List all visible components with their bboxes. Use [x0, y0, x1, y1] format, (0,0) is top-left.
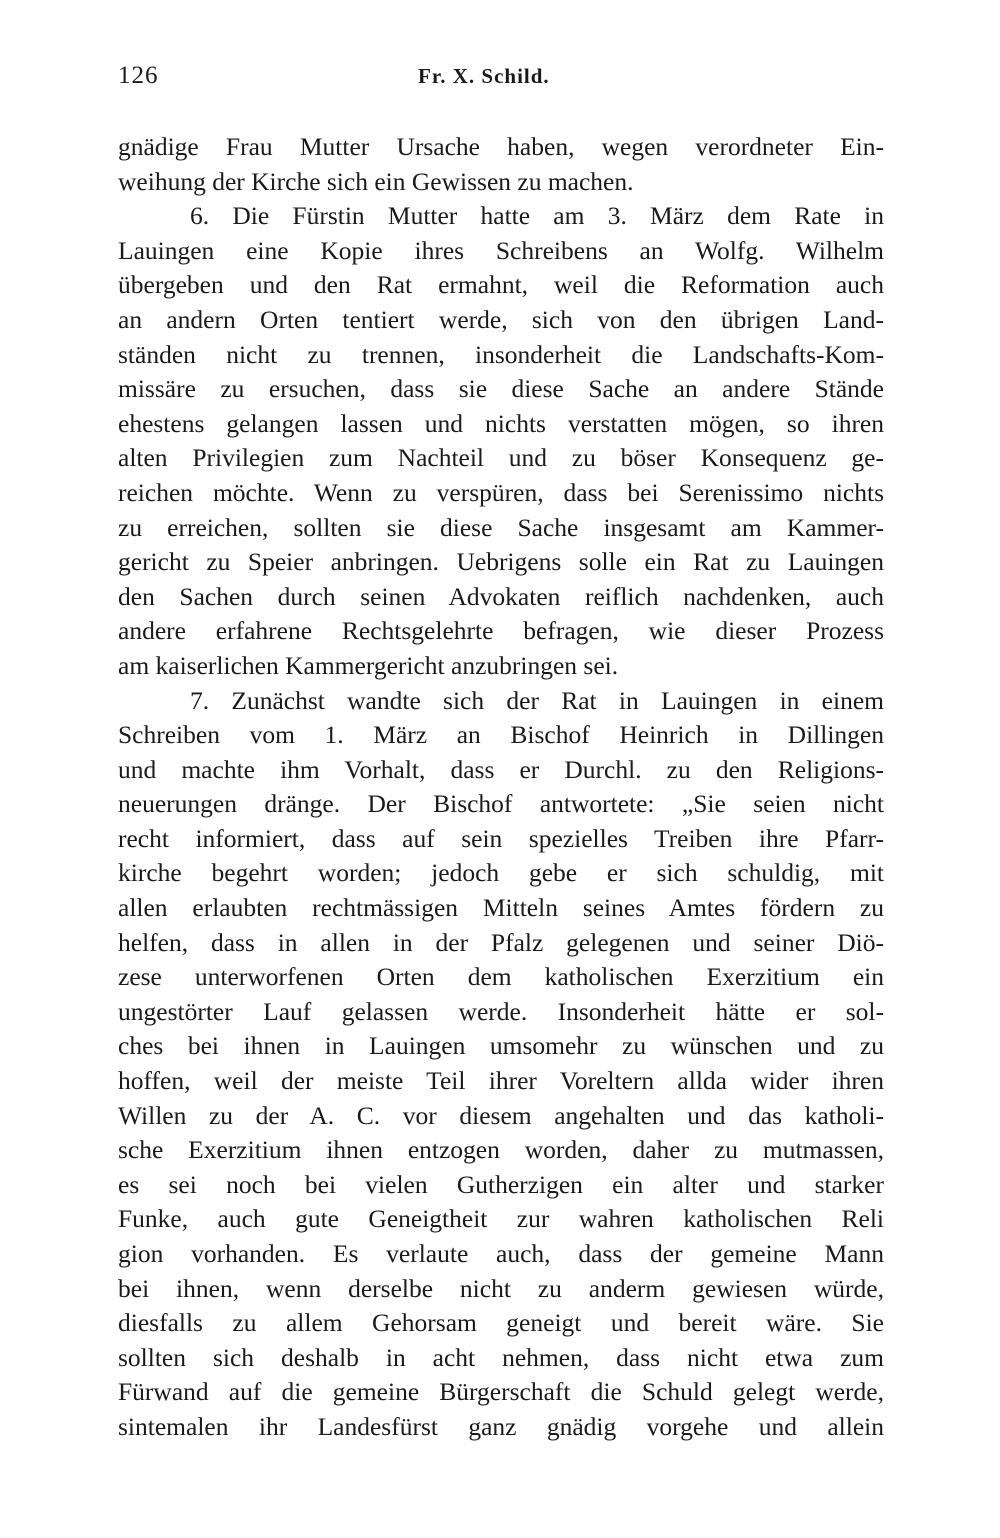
running-title: Fr. X. Schild.	[418, 64, 550, 88]
running-head	[118, 62, 884, 102]
text-line: hoffen, weil der meiste Teil ihrer Voreltern allda wider ihren	[118, 1066, 884, 1096]
text-line: kirche begehrt worden; jedoch gebe er sich schuldig, mit	[118, 858, 884, 888]
text-line: gion vorhanden. Es verlaute auch, dass der gemeine Mann	[118, 1239, 884, 1268]
text-line: weihung der Kirche sich ein Gewissen zu machen.	[118, 166, 634, 196]
text-line: diesfalls zu allem Gehorsam geneigt und bereit wäre. Sie	[118, 1308, 884, 1338]
text-line: Schreiben vom 1. März an Bischof Heinrich in Dillingen	[118, 720, 884, 750]
document-page	[118, 62, 884, 1445]
text-line: 7. Zunächst wandte sich der Rat in Lauingen in einem	[190, 685, 884, 715]
text-line: ches bei ihnen in Lauingen umsomehr zu wünschen und zu	[118, 1031, 884, 1061]
text-line: helfen, dass in allen in der Pfalz gelegenen und seiner Diö-	[118, 927, 884, 957]
text-line: ständen nicht zu trennen, insonderheit die Landschafts-Kom-	[118, 339, 884, 369]
page-number: 126	[118, 62, 159, 89]
text-line: recht informiert, dass auf sein spezielles Treiben ihre Pfarr-	[118, 823, 884, 853]
text-line: am kaiserlichen Kammergericht anzubringen sei.	[118, 650, 619, 680]
text-line: an andern Orten tentiert werde, sich von den übrigen Land-	[118, 304, 884, 334]
text-line: reichen möchte. Wenn zu verspüren, dass bei Serenissimo nichts	[118, 477, 884, 507]
text-line: zu erreichen, sollten sie diese Sache insgesamt am Kammer-	[118, 512, 884, 542]
text-line: ehestens gelangen lassen und nichts verstatten mögen, so ihren	[118, 408, 884, 438]
text-line: es sei noch bei vielen Gutherzigen ein alter und starker	[118, 1169, 884, 1199]
text-line: Lauingen eine Kopie ihres Schreibens an Wolfg. Wilhelm	[118, 235, 884, 265]
text-line: gericht zu Speier anbringen. Uebrigens solle ein Rat zu Lauingen	[118, 547, 884, 577]
text-line: zese unterworfenen Orten dem katholischen Exerzitium ein	[118, 962, 884, 992]
text-line: gnädige Frau Mutter Ursache haben, wegen verordneter Ein-	[118, 132, 884, 161]
text-line: alten Privilegien zum Nachteil und zu böser Konsequenz ge-	[118, 443, 884, 473]
text-line: 6. Die Fürstin Mutter hatte am 3. März dem Rate in	[190, 201, 884, 231]
text-line: missäre zu ersuchen, dass sie diese Sache an andere Stände	[118, 374, 884, 404]
text-line: übergeben und den Rat ermahnt, weil die Reformation auch	[118, 270, 884, 300]
text-line: bei ihnen, wenn derselbe nicht zu anderm gewiesen würde,	[118, 1273, 884, 1303]
text-line: sintemalen ihr Landesfürst ganz gnädig vorgehe und allein	[118, 1411, 884, 1441]
text-line: und machte ihm Vorhalt, dass er Durchl. zu den Religions-	[118, 754, 884, 784]
text-line: Willen zu der A. C. vor diesem angehalten und das katholi-	[118, 1100, 884, 1130]
text-line: ungestörter Lauf gelassen werde. Insonderheit hätte er sol-	[118, 996, 884, 1026]
text-line: den Sachen durch seinen Advokaten reiflich nachdenken, auch	[118, 581, 884, 611]
text-line: Fürwand auf die gemeine Bürgerschaft die Schuld gelegt werde,	[118, 1377, 884, 1407]
text-line: Funke, auch gute Geneigtheit zur wahren katholischen Reli	[118, 1204, 884, 1234]
text-line: neuerungen dränge. Der Bischof antwortete: „Sie seien nicht	[118, 789, 884, 819]
text-line: sollten sich deshalb in acht nehmen, dass nicht etwa zum	[118, 1342, 884, 1372]
text-line: allen erlaubten rechtmässigen Mitteln seines Amtes fördern zu	[118, 893, 884, 923]
body-text	[118, 130, 884, 1445]
text-line: andere erfahrene Rechtsgelehrte befragen, wie dieser Prozess	[118, 616, 884, 646]
text-line: sche Exerzitium ihnen entzogen worden, daher zu mutmassen,	[118, 1135, 884, 1165]
